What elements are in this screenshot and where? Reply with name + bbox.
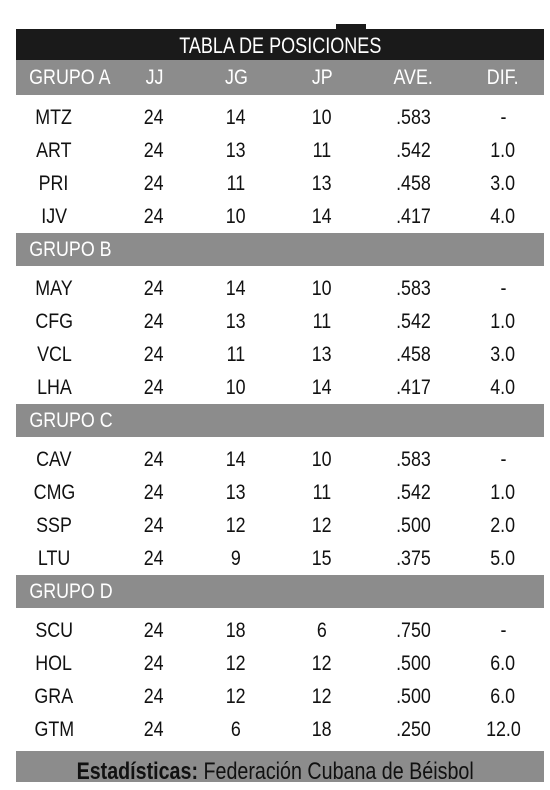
games-played: 24 <box>144 105 164 129</box>
team-code-cell <box>16 476 92 509</box>
games-played: 24 <box>144 342 164 366</box>
games-lost-cell <box>292 134 352 167</box>
average-cell <box>378 134 448 167</box>
games-lost: 11 <box>312 309 332 333</box>
games-played-cell <box>124 476 184 509</box>
average: .542 <box>395 480 431 504</box>
games-played-cell <box>124 509 184 542</box>
average-cell <box>378 305 448 338</box>
team-code-cell <box>16 614 92 647</box>
average-cell <box>378 647 448 680</box>
team-code-cell <box>16 647 92 680</box>
games-lost: 12 <box>312 513 332 537</box>
games-lost-cell <box>292 338 352 371</box>
games-lost: 11 <box>312 138 332 162</box>
games-won: 12 <box>226 684 246 708</box>
team-code-cell <box>16 167 92 200</box>
team-code: LTU <box>37 546 71 570</box>
games-won-cell <box>206 443 266 476</box>
table-row <box>16 542 544 575</box>
games-behind-cell <box>468 542 538 575</box>
games-won-cell <box>206 542 266 575</box>
games-played-cell <box>124 167 184 200</box>
group-header-row <box>16 404 544 437</box>
average-cell <box>378 101 448 134</box>
average-cell <box>378 680 448 713</box>
games-lost: 12 <box>312 651 332 675</box>
team-code-cell <box>16 713 92 746</box>
games-behind: 4.0 <box>490 375 516 399</box>
games-won: 18 <box>226 618 246 642</box>
group-header-row <box>16 60 544 95</box>
games-lost: 18 <box>312 717 332 741</box>
games-lost: 14 <box>312 204 332 228</box>
games-won-cell <box>206 509 266 542</box>
average: .583 <box>395 447 431 471</box>
games-behind: 6.0 <box>490 651 516 675</box>
table-row <box>16 443 544 476</box>
table-row <box>16 476 544 509</box>
games-behind: - <box>500 618 506 642</box>
games-won: 11 <box>226 342 246 366</box>
games-behind-cell <box>468 200 538 233</box>
average: .500 <box>395 651 431 675</box>
team-code-cell <box>16 680 92 713</box>
standings-table <box>16 29 544 782</box>
team-code-cell <box>16 200 92 233</box>
games-behind: 5.0 <box>490 546 516 570</box>
group-name-cell <box>22 404 222 437</box>
games-lost-cell <box>292 614 352 647</box>
column-header-cell <box>292 60 352 95</box>
games-behind: 12.0 <box>485 717 521 741</box>
average: .250 <box>395 717 431 741</box>
games-won: 14 <box>226 105 246 129</box>
games-behind: 3.0 <box>490 171 516 195</box>
table-row <box>16 200 544 233</box>
games-played: 24 <box>144 171 164 195</box>
group-name-cell <box>22 60 222 95</box>
team-code-cell <box>16 509 92 542</box>
games-lost-cell <box>292 305 352 338</box>
team-code: GRA <box>34 684 74 708</box>
column-header-cell <box>206 60 266 95</box>
games-played: 24 <box>144 447 164 471</box>
column-header-cell <box>468 60 538 95</box>
games-lost-cell <box>292 371 352 404</box>
games-won: 13 <box>226 138 246 162</box>
column-header-dif: DIF. <box>487 65 519 89</box>
table-row <box>16 713 544 746</box>
team-code: CFG <box>35 309 73 333</box>
games-lost: 6 <box>317 618 327 642</box>
group-name: GRUPO A <box>29 65 111 89</box>
games-lost-cell <box>292 272 352 305</box>
games-behind: 1.0 <box>490 138 516 162</box>
games-played-cell <box>124 371 184 404</box>
games-played-cell <box>124 443 184 476</box>
games-won-cell <box>206 614 266 647</box>
games-played: 24 <box>144 309 164 333</box>
average-cell <box>378 371 448 404</box>
games-won: 12 <box>226 513 246 537</box>
games-played: 24 <box>144 276 164 300</box>
group-header-row <box>16 233 544 266</box>
average-cell <box>378 509 448 542</box>
average: .583 <box>395 276 431 300</box>
team-code-cell <box>16 443 92 476</box>
column-header-jp: JP <box>311 65 333 89</box>
games-played-cell <box>124 338 184 371</box>
games-lost-cell <box>292 443 352 476</box>
column-header-cell <box>124 60 184 95</box>
games-lost: 13 <box>312 342 332 366</box>
average: .458 <box>395 342 431 366</box>
games-won-cell <box>206 371 266 404</box>
games-behind-cell <box>468 371 538 404</box>
table-row <box>16 101 544 134</box>
group-name-cell <box>22 575 222 608</box>
column-header-cell <box>378 60 448 95</box>
team-code: MAY <box>35 276 73 300</box>
games-won: 10 <box>226 204 246 228</box>
team-code: CMG <box>33 480 75 504</box>
games-played-cell <box>124 101 184 134</box>
games-won: 11 <box>226 171 246 195</box>
table-row <box>16 371 544 404</box>
average: .417 <box>395 375 431 399</box>
games-lost-cell <box>292 713 352 746</box>
games-won: 14 <box>226 447 246 471</box>
games-behind-cell <box>468 647 538 680</box>
games-won-cell <box>206 200 266 233</box>
games-won-cell <box>206 713 266 746</box>
games-behind-cell <box>468 509 538 542</box>
average-cell <box>378 542 448 575</box>
games-played: 24 <box>144 684 164 708</box>
games-played-cell <box>124 713 184 746</box>
games-won: 12 <box>226 651 246 675</box>
group-name-cell <box>22 233 222 266</box>
games-behind: - <box>500 105 506 129</box>
games-lost-cell <box>292 476 352 509</box>
average-cell <box>378 272 448 305</box>
table-row <box>16 509 544 542</box>
games-played-cell <box>124 134 184 167</box>
games-won: 13 <box>226 480 246 504</box>
games-played: 24 <box>144 375 164 399</box>
games-behind-cell <box>468 134 538 167</box>
table-row <box>16 647 544 680</box>
team-code-cell <box>16 305 92 338</box>
team-code: GTM <box>34 717 74 741</box>
games-won-cell <box>206 476 266 509</box>
table-row <box>16 614 544 647</box>
games-lost: 14 <box>312 375 332 399</box>
average: .542 <box>395 138 431 162</box>
team-code: HOL <box>35 651 73 675</box>
games-played-cell <box>124 680 184 713</box>
games-played: 24 <box>144 618 164 642</box>
games-won-cell <box>206 101 266 134</box>
games-played: 24 <box>144 138 164 162</box>
average-cell <box>378 167 448 200</box>
games-behind-cell <box>468 101 538 134</box>
group-name: GRUPO C <box>29 408 113 432</box>
team-code: PRI <box>39 171 69 195</box>
average-cell <box>378 338 448 371</box>
team-code-cell <box>16 338 92 371</box>
team-code-cell <box>16 272 92 305</box>
average: .583 <box>395 105 431 129</box>
table-body <box>16 60 544 746</box>
average: .417 <box>395 204 431 228</box>
table-row <box>16 305 544 338</box>
games-lost: 10 <box>312 276 332 300</box>
games-lost: 10 <box>312 447 332 471</box>
team-code-cell <box>16 542 92 575</box>
games-played-cell <box>124 614 184 647</box>
games-played: 24 <box>144 204 164 228</box>
table-row <box>16 134 544 167</box>
average: .458 <box>395 171 431 195</box>
table-row <box>16 338 544 371</box>
table-row <box>16 680 544 713</box>
team-code: MTZ <box>35 105 73 129</box>
games-played-cell <box>124 647 184 680</box>
games-behind: 1.0 <box>490 480 516 504</box>
games-behind-cell <box>468 476 538 509</box>
games-behind-cell <box>468 713 538 746</box>
source-text: Federación Cubana de Béisbol <box>197 758 474 785</box>
games-won: 13 <box>226 309 246 333</box>
games-behind: 1.0 <box>490 309 516 333</box>
games-behind: - <box>500 276 506 300</box>
games-behind-cell <box>468 680 538 713</box>
games-lost: 10 <box>312 105 332 129</box>
games-won-cell <box>206 134 266 167</box>
source-credit <box>0 758 550 786</box>
average: .542 <box>395 309 431 333</box>
games-lost-cell <box>292 200 352 233</box>
average-cell <box>378 476 448 509</box>
team-code: SSP <box>36 513 72 537</box>
games-won: 6 <box>231 717 241 741</box>
average-cell <box>378 443 448 476</box>
games-lost: 11 <box>312 480 332 504</box>
games-lost: 15 <box>312 546 332 570</box>
games-played: 24 <box>144 513 164 537</box>
games-behind-cell <box>468 338 538 371</box>
games-lost-cell <box>292 542 352 575</box>
games-behind-cell <box>468 305 538 338</box>
games-behind-cell <box>468 443 538 476</box>
column-header-ave: AVE. <box>393 65 433 89</box>
average: .500 <box>395 513 431 537</box>
average: .500 <box>395 684 431 708</box>
games-won: 14 <box>226 276 246 300</box>
games-played-cell <box>124 200 184 233</box>
games-behind-cell <box>468 167 538 200</box>
column-header-jj: JJ <box>145 65 163 89</box>
games-lost-cell <box>292 647 352 680</box>
games-won-cell <box>206 680 266 713</box>
games-played: 24 <box>144 480 164 504</box>
column-header-jg: JG <box>224 65 248 89</box>
source-label: Estadísticas: <box>76 758 198 785</box>
average: .750 <box>395 618 431 642</box>
games-behind: - <box>500 447 506 471</box>
games-played: 24 <box>144 651 164 675</box>
team-code: CAV <box>36 447 72 471</box>
team-code: VCL <box>36 342 72 366</box>
team-code: SCU <box>35 618 73 642</box>
games-won-cell <box>206 167 266 200</box>
games-behind-cell <box>468 614 538 647</box>
average: .375 <box>395 546 431 570</box>
games-won-cell <box>206 338 266 371</box>
games-played: 24 <box>144 717 164 741</box>
team-code: ART <box>36 138 72 162</box>
team-code: LHA <box>36 375 72 399</box>
games-lost-cell <box>292 167 352 200</box>
team-code-cell <box>16 134 92 167</box>
games-played-cell <box>124 272 184 305</box>
team-code-cell <box>16 371 92 404</box>
games-lost-cell <box>292 680 352 713</box>
table-title <box>16 29 544 60</box>
average-cell <box>378 614 448 647</box>
team-code-cell <box>16 101 92 134</box>
games-lost-cell <box>292 509 352 542</box>
average-cell <box>378 713 448 746</box>
games-played-cell <box>124 305 184 338</box>
games-won: 9 <box>231 546 241 570</box>
games-won-cell <box>206 272 266 305</box>
games-lost-cell <box>292 101 352 134</box>
table-row <box>16 167 544 200</box>
games-lost: 12 <box>312 684 332 708</box>
games-won-cell <box>206 647 266 680</box>
games-behind: 6.0 <box>490 684 516 708</box>
group-name: GRUPO B <box>29 237 112 261</box>
table-title-text: TABLA DE POSICIONES <box>178 33 382 58</box>
games-lost: 13 <box>312 171 332 195</box>
games-won-cell <box>206 305 266 338</box>
games-played: 24 <box>144 546 164 570</box>
games-behind: 3.0 <box>490 342 516 366</box>
team-code: IJV <box>41 204 67 228</box>
group-name: GRUPO D <box>29 579 113 603</box>
games-behind: 4.0 <box>490 204 516 228</box>
table-row <box>16 272 544 305</box>
games-behind: 2.0 <box>490 513 516 537</box>
games-won: 10 <box>226 375 246 399</box>
group-header-row <box>16 575 544 608</box>
average-cell <box>378 200 448 233</box>
games-played-cell <box>124 542 184 575</box>
games-behind-cell <box>468 272 538 305</box>
